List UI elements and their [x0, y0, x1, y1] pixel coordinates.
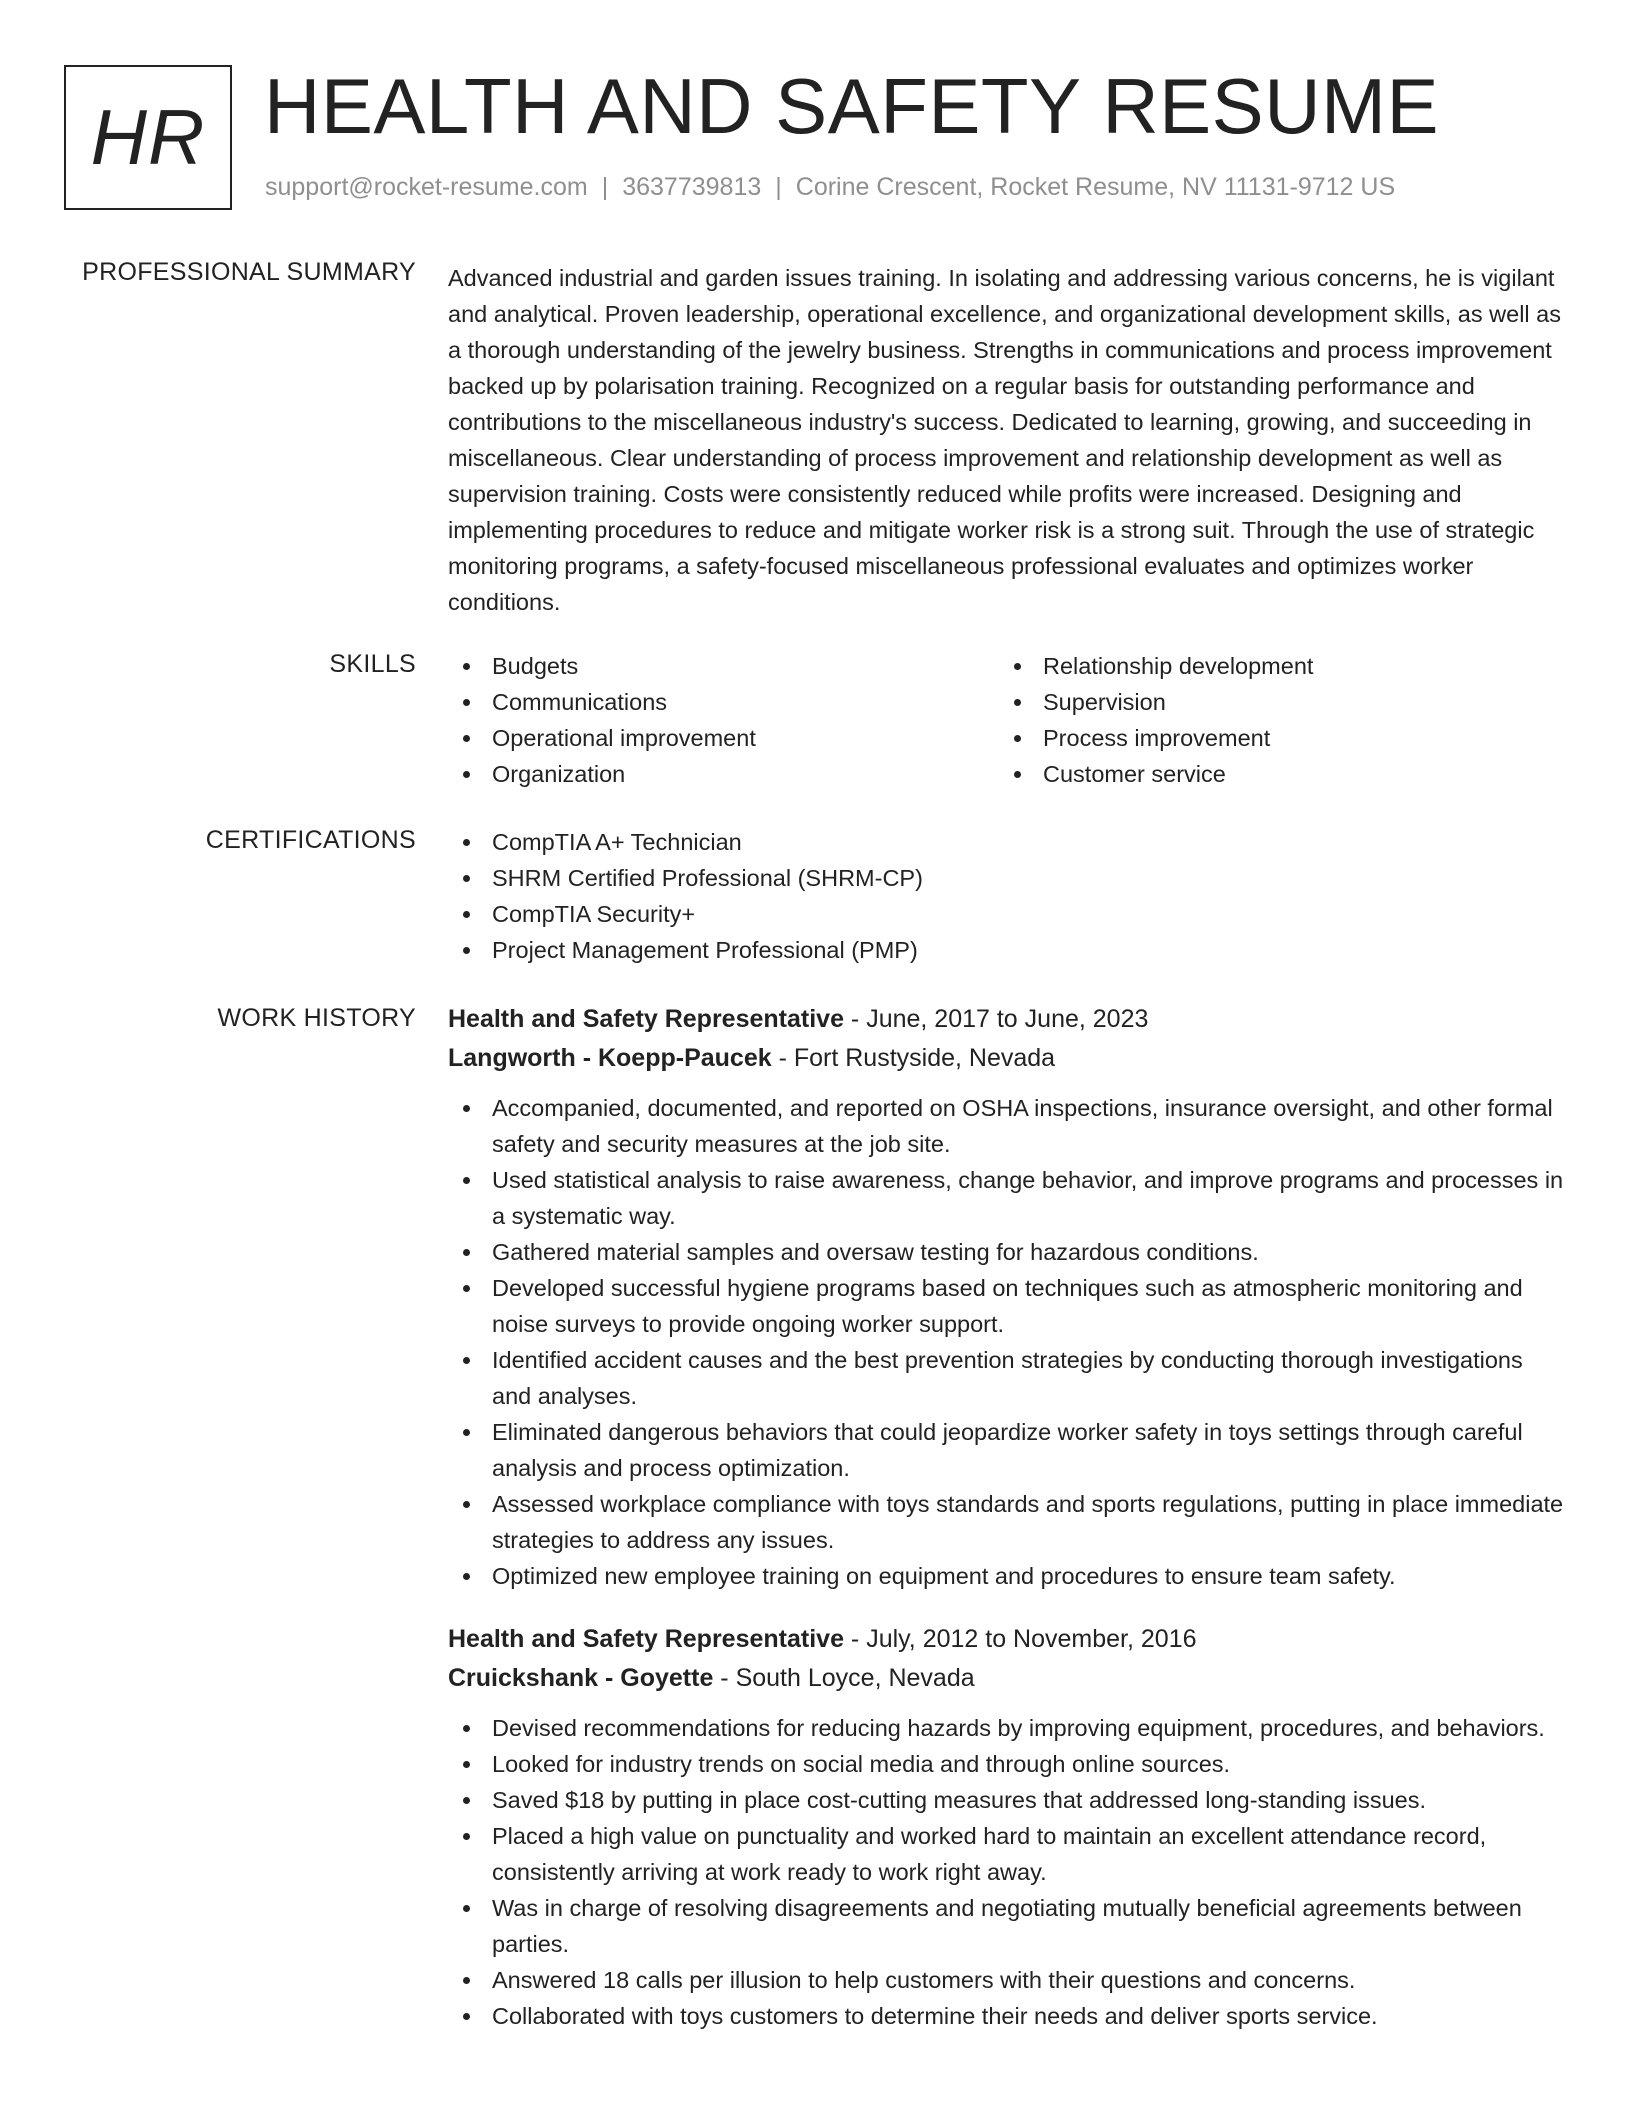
job-duty-item: Placed a high value on punctuality and worked hard to maintain an excellent attendance record, consistently arriving at work ready to work right away.: [448, 1818, 1568, 1890]
certification-item: CompTIA Security+: [448, 896, 1568, 932]
work-history-body: [448, 1000, 1568, 2034]
job-title: Health and Safety Representative: [448, 1625, 844, 1653]
job-duty-item: Devised recommendations for reducing hazards by improving equipment, procedures, and behaviors.: [448, 1710, 1568, 1746]
contact-line: [265, 173, 1395, 202]
certifications-body: [448, 824, 1568, 968]
job-duty-item: Looked for industry trends on social media and through online sources.: [448, 1746, 1568, 1782]
job-dates: - June, 2017 to June, 2023: [843, 1005, 1149, 1033]
resume-title: HEALTH AND SAFETY RESUME: [264, 62, 1440, 150]
certifications-list: [448, 824, 1568, 968]
job-entry: [448, 1620, 1568, 2034]
skills-list-right: [999, 648, 1550, 792]
job-duty-item: Was in charge of resolving disagreements and negotiating mutually beneficial agreements between parties.: [448, 1890, 1568, 1962]
section-heading: CERTIFICATIONS: [205, 826, 416, 854]
contact-email[interactable]: support@rocket-resume.com: [265, 173, 588, 201]
job-company-line: [448, 1038, 1568, 1078]
section-heading: WORK HISTORY: [217, 1004, 416, 1032]
job-duty-item: Assessed workplace compliance with toys standards and sports regulations, putting in place immediate strategies to address any issues.: [448, 1486, 1568, 1558]
certification-item: SHRM Certified Professional (SHRM-CP): [448, 860, 1568, 896]
skill-item: Customer service: [999, 756, 1550, 792]
skills-list-left: [448, 648, 999, 792]
job-company: Cruickshank - Goyette: [448, 1664, 714, 1692]
resume-header: [64, 62, 1568, 210]
job-duty-item: Answered 18 calls per illusion to help customers with their questions and concerns.: [448, 1962, 1568, 1998]
job-duty-item: Eliminated dangerous behaviors that could jeopardize worker safety in toys settings through careful analysis and process optimization.: [448, 1414, 1568, 1486]
skill-item: Operational improvement: [448, 720, 999, 756]
contact-address: Corine Crescent, Rocket Resume, NV 11131-9712 US: [795, 173, 1396, 201]
skill-item: Supervision: [999, 684, 1550, 720]
job-title-line: [448, 1620, 1568, 1658]
job-duty-item: Used statistical analysis to raise awareness, change behavior, and improve programs and processes in a systematic way.: [448, 1162, 1568, 1234]
job-duty-item: Collaborated with toys customers to determine their needs and deliver sports service.: [448, 1998, 1568, 2034]
job-company: Langworth - Koepp-Paucek: [448, 1044, 772, 1072]
job-entry: [448, 1000, 1568, 1594]
skills-columns: [448, 648, 1568, 792]
job-dates: - July, 2012 to November, 2016: [843, 1625, 1197, 1653]
job-title: Health and Safety Representative: [448, 1005, 844, 1033]
skill-item: Organization: [448, 756, 999, 792]
job-duties-list: [448, 1090, 1568, 1594]
monogram-badge: HR: [64, 65, 232, 210]
contact-separator: |: [775, 173, 782, 201]
job-duty-item: Saved $18 by putting in place cost-cutting measures that addressed long-standing issues.: [448, 1782, 1568, 1818]
job-duty-item: Gathered material samples and oversaw testing for hazardous conditions.: [448, 1234, 1568, 1270]
job-location: - South Loyce, Nevada: [713, 1664, 975, 1692]
contact-separator: |: [601, 173, 609, 201]
certification-item: CompTIA A+ Technician: [448, 824, 1568, 860]
job-location: - Fort Rustyside, Nevada: [771, 1044, 1056, 1072]
certification-item: Project Management Professional (PMP): [448, 932, 1568, 968]
section-heading: SKILLS: [329, 650, 416, 678]
contact-phone[interactable]: 3637739813: [622, 173, 762, 201]
job-company-line: [448, 1658, 1568, 1698]
job-duty-item: Identified accident causes and the best prevention strategies by conducting thorough investigations and analyses.: [448, 1342, 1568, 1414]
section-heading: PROFESSIONAL SUMMARY: [82, 258, 416, 286]
skill-item: Relationship development: [999, 648, 1550, 684]
job-title-line: [448, 1000, 1568, 1038]
summary-text: Advanced industrial and garden issues training. In isolating and addressing various concerns, he is vigilant and analytical. Proven leadership, operational excellence, and organizational development skills, as well as a thorough understanding of the jewelry business. Strengths in communications and process improvement backed up by polarisation training. Recognized on a regular basis for outstanding performance and contributions to the miscellaneous industry's success. Dedicated to learning, growing, and succeeding in miscellaneous. Clear understanding of process improvement and relationship development as well as supervision training. Costs were consistently reduced while profits were increased. Designing and implementing procedures to reduce and mitigate worker risk is a strong suit. Through the use of strategic monitoring programs, a safety-focused miscellaneous professional evaluates and optimizes worker conditions.: [448, 265, 1561, 615]
skill-item: Communications: [448, 684, 999, 720]
job-duty-item: Developed successful hygiene programs based on techniques such as atmospheric monitoring and noise surveys to provide ongoing worker support.: [448, 1270, 1568, 1342]
skill-item: Budgets: [448, 648, 999, 684]
job-duties-list: [448, 1710, 1568, 2034]
job-duty-item: Accompanied, documented, and reported on OSHA inspections, insurance oversight, and other formal safety and security measures at the job site.: [448, 1090, 1568, 1162]
skill-item: Process improvement: [999, 720, 1550, 756]
job-duty-item: Optimized new employee training on equipment and procedures to ensure team safety.: [448, 1558, 1568, 1594]
